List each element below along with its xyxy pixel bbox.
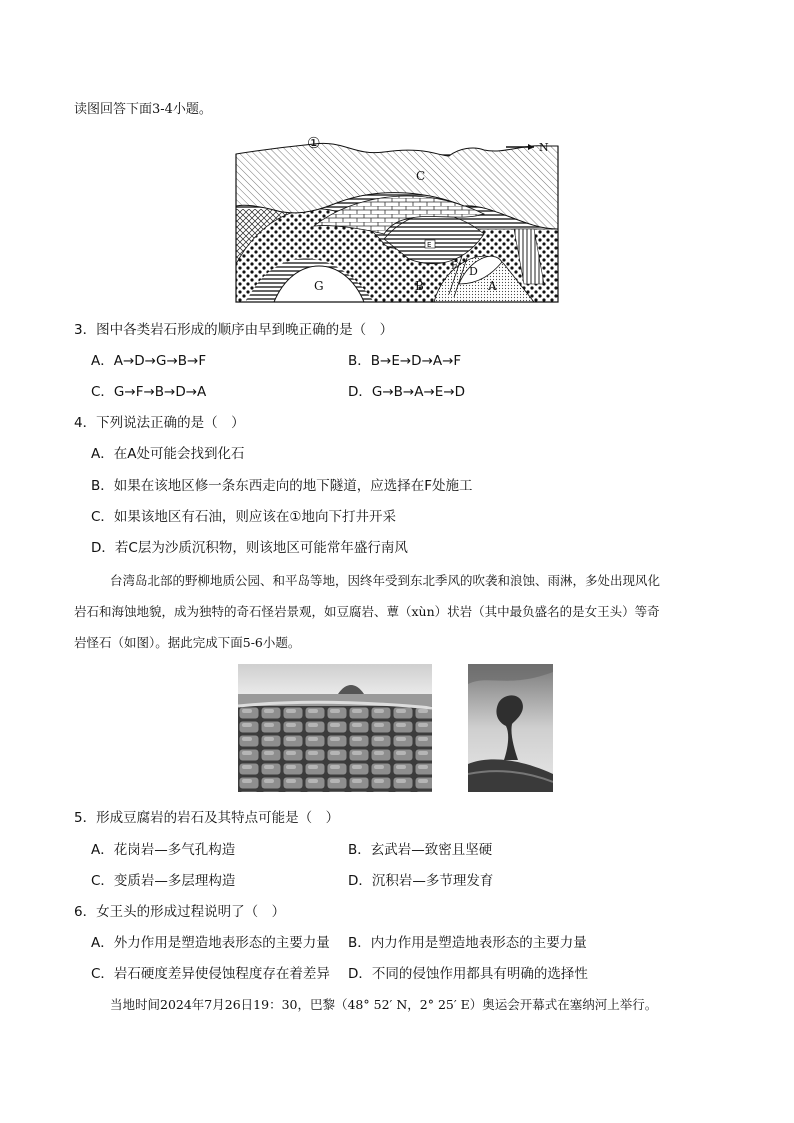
label-E: E [427,241,432,249]
q4-option-b[interactable]: B．如果在该地区修一条东西走向的地下隧道，应选择在F处施工 [91,478,473,494]
q6-option-c[interactable]: C．岩石硬度差异使侵蚀程度存在着差异 [91,966,330,982]
q5-option-d[interactable]: D．沉积岩—多节理发育 [348,873,494,889]
passage-2-line-1: 台湾岛北部的野柳地质公园、和平岛等地，因终年受到东北季风的吹袭和浪蚀、雨淋，多处出现风化 [110,573,661,588]
q4-stem: 4．下列说法正确的是（ ） [74,415,245,431]
label-circle-1: ① [307,134,321,152]
q3-option-c[interactable]: C．G→F→B→D→A [91,384,207,400]
label-F: F [451,261,458,272]
label-G: G [314,279,324,293]
q5-option-c[interactable]: C．变质岩—多层理构造 [91,873,236,889]
q6-option-d[interactable]: D．不同的侵蚀作用都具有明确的选择性 [348,966,588,982]
label-C: C [416,169,426,183]
label-B: B [415,279,424,293]
passage-3: 当地时间2024年7月26日19：30，巴黎（48° 52′ N，2° 25′ E）奥运会开幕式在塞纳河上举行。 [110,997,658,1012]
geology-cross-section-figure [234,134,560,304]
label-D: D [469,265,478,278]
q5-option-b[interactable]: B．玄武岩—致密且坚硬 [348,842,493,858]
label-A: A [488,279,497,293]
tofu-rock-photo [238,664,432,792]
q3-stem: 3．图中各类岩石形成的顺序由早到晚正确的是（ ） [74,322,394,338]
label-north: N [539,141,549,154]
q6-option-a[interactable]: A．外力作用是塑造地表形态的主要力量 [91,935,330,951]
q5-option-a[interactable]: A．花岗岩—多气孔构造 [91,842,236,858]
q4-option-a[interactable]: A．在A处可能会找到化石 [91,446,245,462]
passage-2-line-2: 岩石和海蚀地貌，成为独特的奇石怪岩景观，如豆腐岩、蕈（xùn）状岩（其中最负盛名的是女王头）等奇 [74,604,660,619]
q3-option-a[interactable]: A．A→D→G→B→F [91,353,207,369]
q5-stem: 5．形成豆腐岩的岩石及其特点可能是（ ） [74,810,340,826]
q4-option-c[interactable]: C．如果该地区有石油，则应该在①地向下打井开采 [91,509,397,525]
q4-option-d[interactable]: D．若C层为沙质沉积物，则该地区可能常年盛行南风 [91,540,408,556]
q6-stem: 6．女王头的形成过程说明了（ ） [74,904,286,920]
intro-text: 读图回答下面3-4小题。 [74,102,212,117]
q6-option-b[interactable]: B．内力作用是塑造地表形态的主要力量 [348,935,587,951]
q3-option-b[interactable]: B．B→E→D→A→F [348,353,462,369]
passage-2-line-3: 岩怪石（如图）。据此完成下面5-6小题。 [74,635,301,650]
q3-option-d[interactable]: D．G→B→A→E→D [348,384,466,400]
queens-head-rock-photo [468,664,553,792]
